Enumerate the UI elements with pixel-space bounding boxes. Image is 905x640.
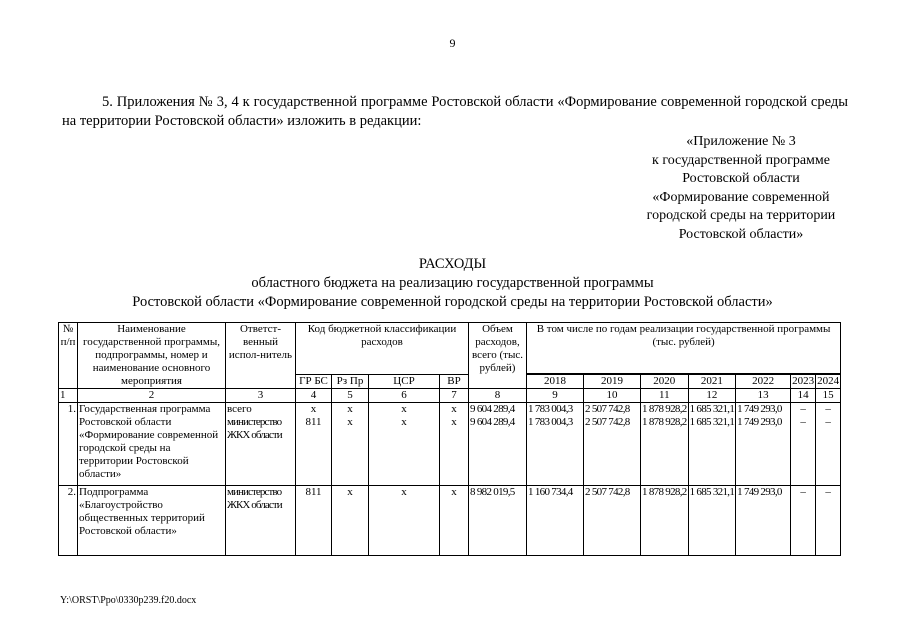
cell-2021: 1 685 321,1 (689, 403, 735, 415)
column-number: 4 (296, 389, 332, 403)
column-number: 8 (469, 389, 527, 403)
page-number: 9 (449, 36, 456, 50)
cell-vr: х (440, 485, 469, 555)
column-number: 3 (226, 389, 296, 403)
cell-rzpr: х (332, 403, 369, 417)
header-name: Наименование государственной программы, подпрограммы, номер и наименование основного мероприятия (78, 323, 226, 389)
cell-csr: х (369, 485, 440, 555)
column-number: 13 (736, 389, 791, 403)
header-budget-code: Код бюджетной классификации расходов (296, 323, 469, 375)
cell-total: 9 604 289,4 (469, 403, 527, 417)
column-number: 7 (440, 389, 469, 403)
header-rzpr: Рз Пр (332, 375, 369, 389)
heading-line: областного бюджета на реализацию государственной программы (251, 275, 654, 291)
row-num: 1. (59, 403, 78, 486)
header-year: 2023 (792, 375, 815, 387)
header-by-years: В том числе по годам реализации государственной программы (тыс. рублей) (527, 323, 841, 374)
row-executor: министерство ЖКХ области (226, 485, 296, 555)
cell-grbs: 811 (296, 416, 332, 485)
cell-grbs: х (296, 403, 332, 417)
cell-2023: – (791, 403, 816, 417)
appendix-line: Ростовской области (682, 171, 800, 186)
header-year: 2019 (584, 375, 641, 389)
cell-csr: х (369, 403, 440, 417)
row-executor: министерство ЖКХ области (226, 416, 296, 485)
cell-2020: 1 878 928,2 (641, 485, 689, 555)
cell-2024: – (816, 403, 841, 417)
expenses-table (58, 322, 841, 556)
column-number: 10 (584, 389, 641, 403)
row-name: Государственная программа Ростовской области «Формирование современной городской среды на территории Ростовской области» (78, 403, 226, 486)
cell-vr: х (440, 416, 469, 485)
heading-line: Ростовской области «Формирование современной городской среды на территории Ростовской области» (132, 294, 773, 310)
row-executor: всего (226, 403, 296, 417)
cell-2023: – (791, 485, 816, 555)
row-name: Подпрограмма «Благоустройство общественных территорий Ростовской области» (78, 485, 226, 555)
column-number: 12 (688, 389, 736, 403)
column-number: 6 (369, 389, 440, 403)
cell-2022: 1 749 293,0 (736, 403, 791, 417)
cell-2020: 1 878 928,2 (642, 403, 687, 415)
cell-2021: 1 685 321,1 (688, 416, 736, 485)
cell-vr: х (440, 403, 469, 417)
column-number: 1 (59, 389, 78, 403)
document-heading (0, 255, 905, 312)
column-number: 9 (527, 389, 584, 403)
column-number: 14 (791, 389, 816, 403)
header-year: 2018 (527, 375, 584, 389)
column-number: 2 (78, 389, 226, 403)
cell-2024: – (816, 416, 841, 485)
cell-2022: 1 749 293,0 (736, 485, 791, 555)
column-number: 5 (332, 389, 369, 403)
cell-2021: 1 685 321,1 (688, 485, 736, 555)
cell-rzpr: х (332, 485, 369, 555)
cell-2019: 2 507 742,8 (584, 403, 641, 417)
header-year: 2021 (688, 375, 736, 389)
header-vr: ВР (440, 375, 469, 389)
cell-2020: 1 878 928,2 (641, 416, 689, 485)
cell-csr: х (369, 416, 440, 485)
cell-2024: – (816, 485, 841, 555)
file-path-footer: Y:\ORST\Ppo\0330p239.f20.docx (60, 595, 197, 606)
table-row (59, 485, 841, 555)
cell-2019: 2 507 742,8 (584, 416, 641, 485)
column-number: 11 (641, 389, 689, 403)
appendix-reference (610, 133, 872, 244)
header-year: 2024 (817, 375, 840, 387)
table-row (59, 403, 841, 417)
cell-2019: 2 507 742,8 (584, 485, 641, 555)
cell-2018: 1 783 004,3 (527, 416, 584, 485)
cell-2018: 1 160 734,4 (527, 485, 584, 555)
row-num: 2. (59, 485, 78, 555)
header-year: 2022 (736, 375, 791, 389)
appendix-line: «Формирование современной (652, 189, 830, 205)
cell-2018: 1 783 004,3 (527, 403, 584, 417)
appendix-line: городской среды на территории (646, 208, 836, 223)
header-year: 2020 (641, 375, 689, 389)
header-volume: Объем расходов, всего (тыс. рублей) (469, 323, 527, 389)
column-number: 15 (816, 389, 841, 403)
header-csr: ЦСР (369, 375, 440, 389)
cell-total: 8 982 019,5 (469, 485, 527, 555)
intro-paragraph: 5. Приложения № 3, 4 к государственной программе Ростовской области «Формирование современной городской среды на территории Ростовской области» изложить в редакции: (62, 94, 848, 129)
cell-2023: – (791, 416, 816, 485)
header-executor: Ответст-венный испол-нитель (226, 323, 296, 389)
appendix-line: к государственной программе (652, 152, 830, 168)
header-num: № п/п (59, 323, 78, 389)
header-grbs: ГР БС (296, 375, 332, 389)
cell-rzpr: х (332, 416, 369, 485)
appendix-line: Ростовской области» (678, 226, 804, 242)
heading-title: РАСХОДЫ (418, 256, 487, 272)
cell-total: 9 604 289,4 (469, 416, 527, 485)
appendix-line: «Приложение № 3 (686, 134, 796, 149)
cell-2022: 1 749 293,0 (736, 416, 791, 485)
column-number-row (59, 389, 841, 403)
cell-grbs: 811 (296, 485, 332, 555)
